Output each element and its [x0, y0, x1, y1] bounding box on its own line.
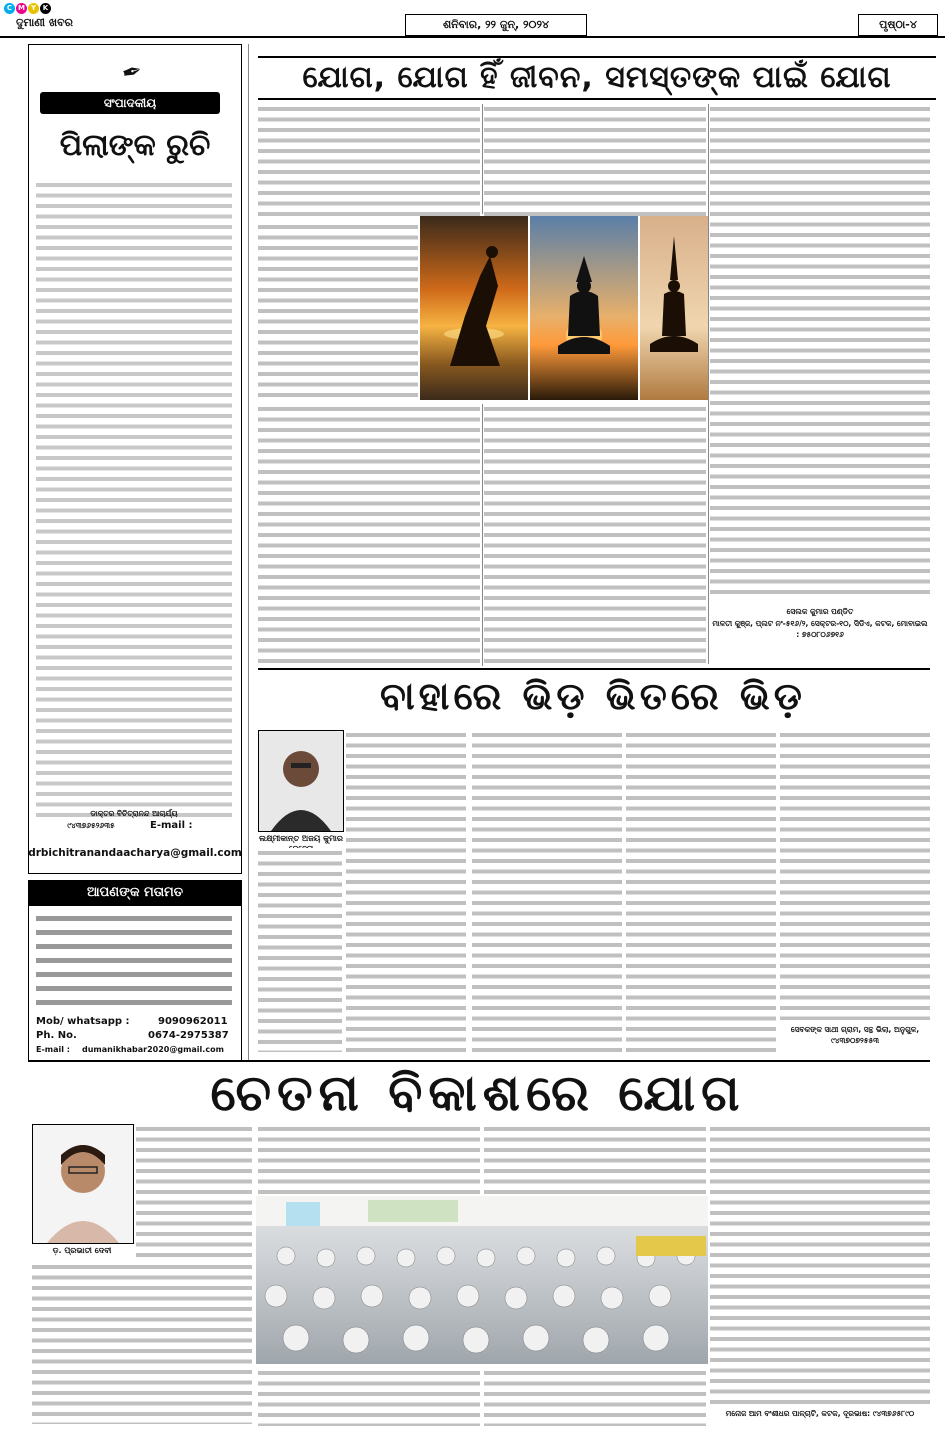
- editorial-author: ଡାକ୍ତର ବିଚିତ୍ରାନନ୍ଦ ଆଚାର୍ଯ୍ୟ: [90, 809, 178, 818]
- article1-author-address: ମାଳତୀ କୁଞ୍ଜ, ପ୍ଲଟ ନଂ-୫୧୬/୨, ସେକ୍ଟର-୧୦, ସିଡିଏ, କଟକ, ମୋବାଇଲ : ୭୫୦୮୦୬୭୧୬: [712, 619, 928, 639]
- yoga-photo-3: [640, 216, 708, 400]
- article3-col2-bottom: [258, 1368, 480, 1426]
- group-yoga-photo: [256, 1196, 708, 1364]
- opinion-body: [36, 912, 232, 1012]
- article2-author-caption: ଲକ୍ଷ୍ମୀକାନ୍ତ ଅଜୟ କୁମାର: [259, 834, 343, 843]
- editorial-section-banner: ସଂପାଦକୀୟ: [40, 92, 220, 114]
- column-divider: [482, 404, 483, 666]
- column-divider: [708, 104, 709, 664]
- article2-col3: [626, 730, 776, 1052]
- editorial-title: ପିଲାଙ୍କ ରୁଚି: [59, 128, 211, 163]
- cmyk-y: Y: [28, 3, 39, 14]
- group-yoga-crowd: [256, 1196, 708, 1364]
- issue-date: ଶନିବାର, ୨୨ ଜୁନ୍, ୨୦୨୪: [405, 14, 587, 36]
- yoga-photo-2: [530, 216, 638, 400]
- email-label: E-mail :: [150, 820, 193, 831]
- article1-col-bottom1: [258, 404, 480, 666]
- mob-label: Mob/ whatsapp :: [36, 1016, 130, 1027]
- article2-rule: [258, 668, 930, 670]
- article3-col3-top: [484, 1124, 706, 1194]
- editorial-author-phone: ୯୪୩୭୬୫୨୬୩୫: [67, 821, 115, 830]
- article3-col1-bottom: [32, 1262, 252, 1424]
- headline-consciousness: ଚେତନା ବିକାଶରେ ଯୋଗ: [210, 1064, 746, 1122]
- opinion-email-label: E-mail :: [36, 1045, 70, 1054]
- article3-rule: [28, 1060, 930, 1062]
- article3-col4: [710, 1124, 930, 1404]
- opinion-email[interactable]: dumanikhabar2020@gmail.com: [82, 1045, 224, 1054]
- cmyk-c: C: [4, 3, 15, 14]
- yoga-photo-1: [420, 216, 528, 400]
- cmyk-m: M: [16, 3, 27, 14]
- headline-yoga-life: ଯୋଗ, ଯୋଗ ହିଁ ଜୀବନ, ସମସ୍ତଙ୍କ ପାଇଁ ଯୋଗ: [258, 56, 936, 100]
- article3-col1: [136, 1124, 252, 1260]
- paper-name: ଦୁମାଣୀ ଖବର: [16, 16, 73, 29]
- article1-author: ସେଲକ କୁମାର ପଣ୍ଡିତ: [786, 607, 854, 616]
- mob-value[interactable]: 9090962011: [158, 1016, 228, 1027]
- article3-author-caption: ଡ଼. ପ୍ରଭାତୀ ଦେବୀ: [52, 1246, 112, 1255]
- portrait-icon: [259, 731, 343, 831]
- quill-icon: ✒: [118, 55, 146, 89]
- yoga-silhouette-1: [420, 216, 528, 400]
- article2-col2: [472, 730, 622, 1052]
- editorial-email[interactable]: drbichitranandaacharya@gmail.com: [28, 847, 242, 859]
- article2-col0: [258, 848, 342, 1052]
- article2-col4: [780, 730, 930, 1020]
- page-number: ପୃଷ୍ଠା-୪: [858, 14, 938, 36]
- article2-author-photo: [258, 730, 344, 832]
- cmyk-k: K: [40, 3, 51, 14]
- article1-col-bottom2: [484, 404, 706, 666]
- phone-value[interactable]: 0674-2975387: [148, 1030, 229, 1041]
- phone-label: Ph. No.: [36, 1030, 77, 1041]
- article1-col1-mid: [258, 222, 418, 402]
- article3-col3-bottom: [484, 1368, 706, 1426]
- article3-author-address: ମନୋଜ ଆମ ବଂଶୀଧର ପାଳ୍ଚାଟି, କଟକ, ଦୂରଭାଷ: ୯୪୩୭୬୫୮୯୦: [725, 1409, 915, 1418]
- article1-col2-top: [484, 104, 706, 216]
- article3-col2-top: [258, 1124, 480, 1194]
- article1-col3: [710, 104, 930, 600]
- yoga-silhouette-3: [640, 216, 708, 400]
- portrait-icon: [33, 1125, 133, 1243]
- article2-col1: [346, 730, 466, 1052]
- column-divider: [248, 44, 249, 1060]
- opinion-heading: ଆପଣଙ୍କ ମତାମତ: [28, 880, 242, 906]
- article1-col1-top: [258, 104, 480, 216]
- header-rule: [0, 36, 945, 38]
- article3-author-photo: [32, 1124, 134, 1244]
- article2-author-address: ସେବକଙ୍କ ସାଥୀ ଗ୍ରାମ, ସନ୍ଥ ଭିଲା, ଅନୁଗୁଳ, ୯୪୩୭୦୭୨୫୫୩: [790, 1025, 920, 1045]
- headline-crowd: ବାହାରେ ଭିଡ଼ ଭିତରେ ଭିଡ଼: [380, 674, 806, 718]
- column-divider: [482, 104, 483, 214]
- yoga-silhouette-2: [530, 216, 638, 400]
- cmyk-marks: [4, 3, 51, 14]
- editorial-body: [36, 180, 232, 820]
